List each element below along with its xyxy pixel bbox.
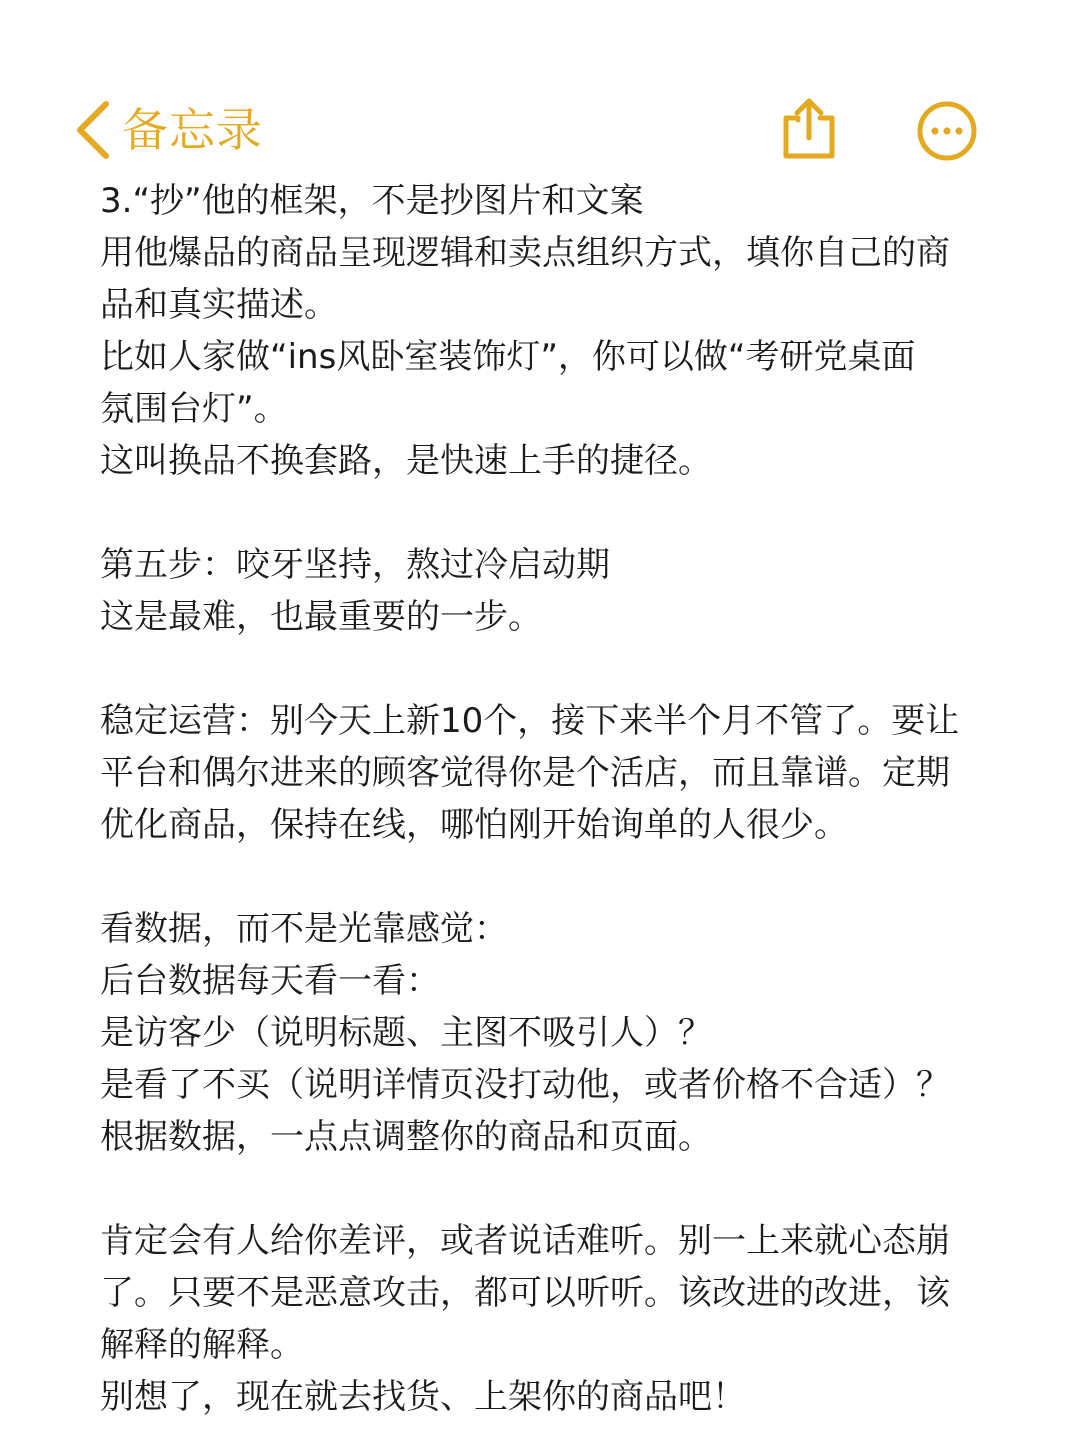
note-line: 这叫换品不换套路，是快速上手的捷径。 bbox=[100, 441, 712, 481]
note-paragraph-data bbox=[100, 903, 980, 1163]
chevron-left-icon bbox=[74, 100, 112, 160]
note-paragraph-stable-operation bbox=[100, 695, 980, 851]
note-line: 比如人家做“ins风卧室装饰灯”，你可以做“考研党桌面 bbox=[100, 337, 916, 377]
share-icon bbox=[782, 96, 836, 160]
note-paragraph-framework bbox=[100, 175, 980, 487]
note-line: 肯定会有人给你差评，或者说话难听。别一上来就心态崩 bbox=[100, 1221, 950, 1261]
note-line: 平台和偶尔进来的顾客觉得你是个活店，而且靠谱。定期 bbox=[100, 753, 950, 793]
note-line: 解释的解释。 bbox=[100, 1325, 304, 1365]
note-line: 是访客少（说明标题、主图不吸引人）？ bbox=[100, 1013, 712, 1053]
note-line: 优化商品，保持在线，哪怕刚开始询单的人很少。 bbox=[100, 805, 848, 845]
back-button[interactable] bbox=[74, 98, 263, 162]
note-body[interactable] bbox=[100, 175, 980, 1423]
note-line: 根据数据，一点点调整你的商品和页面。 bbox=[100, 1117, 712, 1157]
note-line: 稳定运营：别今天上新10个，接下来半个月不管了。要让 bbox=[100, 701, 960, 741]
paragraph-spacer bbox=[100, 487, 980, 539]
note-line: 用他爆品的商品呈现逻辑和卖点组织方式，填你自己的商 bbox=[100, 233, 950, 273]
note-line: 别想了，现在就去找货、上架你的商品吧！ bbox=[100, 1377, 746, 1417]
share-button[interactable] bbox=[782, 96, 836, 160]
note-line: 这是最难，也最重要的一步。 bbox=[100, 597, 542, 637]
paragraph-spacer bbox=[100, 851, 980, 903]
navigation-bar bbox=[0, 90, 1080, 170]
more-button[interactable] bbox=[916, 100, 978, 162]
note-line: 看数据，而不是光靠感觉： bbox=[100, 909, 508, 949]
note-line: 是看了不买（说明详情页没打动他，或者价格不合适）？ bbox=[100, 1065, 950, 1105]
note-paragraph-step-five bbox=[100, 539, 980, 643]
paragraph-spacer bbox=[100, 643, 980, 695]
note-paragraph-reviews bbox=[100, 1215, 980, 1423]
more-icon bbox=[916, 100, 978, 162]
note-line: 3.“抄”他的框架，不是抄图片和文案 bbox=[100, 181, 644, 221]
note-line: 后台数据每天看一看： bbox=[100, 961, 440, 1001]
paragraph-spacer bbox=[100, 1163, 980, 1215]
note-line: 第五步：咬牙坚持，熬过冷启动期 bbox=[100, 545, 610, 585]
back-label: 备忘录 bbox=[122, 103, 263, 157]
note-line: 品和真实描述。 bbox=[100, 285, 338, 325]
note-line: 了。只要不是恶意攻击，都可以听听。该改进的改进，该 bbox=[100, 1273, 950, 1313]
note-line: 氛围台灯”。 bbox=[100, 389, 288, 429]
